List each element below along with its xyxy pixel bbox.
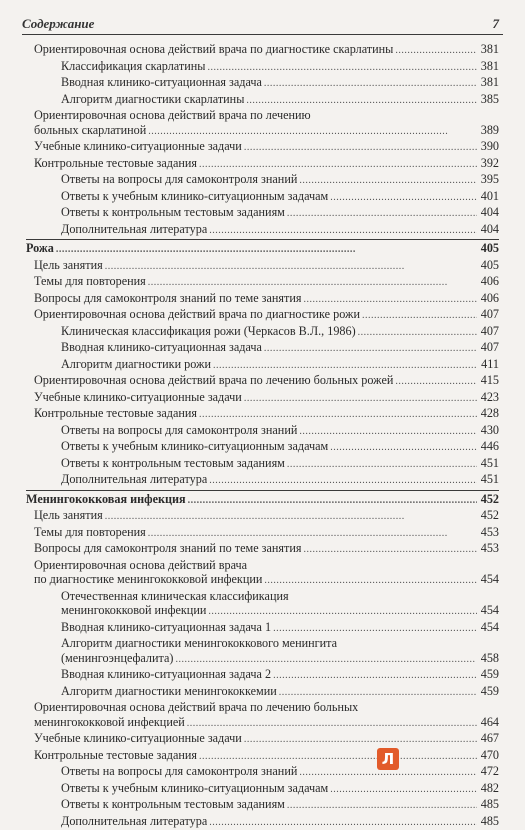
dot-leader bbox=[175, 651, 477, 668]
toc-page-number: 482 bbox=[479, 781, 499, 796]
toc-page-number: 407 bbox=[479, 307, 499, 322]
toc-entry[interactable] bbox=[26, 373, 499, 390]
dot-leader bbox=[188, 492, 477, 509]
dot-leader bbox=[199, 406, 477, 423]
toc-page-number: 405 bbox=[479, 258, 499, 273]
toc-entry[interactable] bbox=[26, 108, 499, 123]
section-divider bbox=[26, 490, 499, 491]
toc-page-number: 381 bbox=[479, 75, 499, 90]
toc-entry[interactable] bbox=[26, 603, 499, 620]
toc-page-number: 389 bbox=[479, 123, 499, 138]
toc-entry[interactable] bbox=[26, 357, 499, 374]
toc-entry[interactable] bbox=[26, 42, 499, 59]
toc-entry-title: Контрольные тестовые задания bbox=[34, 156, 197, 171]
toc-entry[interactable] bbox=[26, 508, 499, 525]
toc-entry[interactable] bbox=[26, 797, 499, 814]
toc-entry[interactable] bbox=[26, 472, 499, 489]
dot-leader bbox=[362, 307, 477, 324]
running-header bbox=[22, 14, 503, 35]
toc-entry-title: Вопросы для самоконтроля знаний по теме занятия bbox=[34, 291, 301, 306]
toc-entry[interactable] bbox=[26, 589, 499, 604]
toc-entry[interactable] bbox=[26, 439, 499, 456]
toc-entry[interactable] bbox=[26, 92, 499, 109]
dot-leader bbox=[199, 156, 477, 173]
dot-leader bbox=[279, 684, 477, 701]
toc-page-number: 404 bbox=[479, 222, 499, 237]
toc-entry-title: Клиническая классификация рожи (Черкасов В.Л., 1986) bbox=[61, 324, 356, 339]
dot-leader bbox=[303, 291, 477, 308]
toc-page-number: 459 bbox=[479, 684, 499, 699]
toc-page-number: 390 bbox=[479, 139, 499, 154]
toc-entry[interactable] bbox=[26, 258, 499, 275]
page-number: 7 bbox=[493, 16, 500, 32]
toc-entry[interactable] bbox=[26, 715, 499, 732]
toc-entry[interactable] bbox=[26, 636, 499, 651]
toc-page-number: 405 bbox=[479, 241, 499, 256]
publisher-logo: Л bbox=[377, 748, 399, 770]
toc-entry[interactable] bbox=[26, 222, 499, 239]
toc-entry[interactable] bbox=[26, 59, 499, 76]
dot-leader bbox=[287, 205, 477, 222]
toc-entry-title: Алгоритм диагностики рожи bbox=[61, 357, 211, 372]
dot-leader bbox=[273, 667, 477, 684]
dot-leader bbox=[264, 75, 477, 92]
toc-page-number: 395 bbox=[479, 172, 499, 187]
toc-entry-title: менингококковой инфекции bbox=[61, 603, 206, 618]
dot-leader bbox=[209, 472, 477, 489]
toc-page-number: 464 bbox=[479, 715, 499, 730]
dot-leader bbox=[213, 357, 477, 374]
toc-page-number: 454 bbox=[479, 572, 499, 587]
dot-leader bbox=[148, 123, 477, 140]
toc-page-number: 470 bbox=[479, 748, 499, 763]
toc-entry-title: Дополнительная литература bbox=[61, 222, 207, 237]
toc-page-number: 446 bbox=[479, 439, 499, 454]
toc-entry-title: Ориентировочная основа действий врача по лечению больных bbox=[34, 700, 358, 715]
toc-entry[interactable] bbox=[26, 748, 499, 765]
dot-leader bbox=[287, 456, 477, 473]
toc-page-number: 415 bbox=[479, 373, 499, 388]
toc-entry-title: (менингоэнцефалита) bbox=[61, 651, 173, 666]
toc-entry[interactable] bbox=[26, 307, 499, 324]
toc-entry-title: менингококковой инфекцией bbox=[34, 715, 185, 730]
toc-entry[interactable] bbox=[26, 620, 499, 637]
toc-entry-title: Классификация скарлатины bbox=[61, 59, 205, 74]
toc-page-number: 485 bbox=[479, 814, 499, 829]
toc-entry-title: Темы для повторения bbox=[34, 525, 146, 540]
toc-entry[interactable] bbox=[26, 139, 499, 156]
toc-entry-title: Ответы к контрольным тестовым заданиям bbox=[61, 205, 285, 220]
toc-entry-title: Вводная клинико-ситуационная задача bbox=[61, 75, 262, 90]
toc-page-number: 452 bbox=[479, 508, 499, 523]
toc-entry-title: больных скарлатиной bbox=[34, 123, 146, 138]
toc-page-number: 406 bbox=[479, 291, 499, 306]
dot-leader bbox=[207, 59, 477, 76]
toc-entry-title: Менингококковая инфекция bbox=[26, 492, 186, 507]
toc-page-number: 452 bbox=[479, 492, 499, 507]
toc-entry-title: Ответы на вопросы для самоконтроля знаний bbox=[61, 172, 297, 187]
toc-entry-title: Вопросы для самоконтроля знаний по теме занятия bbox=[34, 541, 301, 556]
toc-entry-title: Ориентировочная основа действий врача bbox=[34, 558, 247, 573]
dot-leader bbox=[246, 92, 477, 109]
toc-entry-title: Ответы к учебным клинико-ситуационным задачам bbox=[61, 781, 328, 796]
toc-entry-title: Ориентировочная основа действий врача по лечению больных рожей bbox=[34, 373, 393, 388]
dot-leader bbox=[209, 814, 477, 830]
toc-page-number: 454 bbox=[479, 620, 499, 635]
toc-entry[interactable] bbox=[26, 156, 499, 173]
toc-entry[interactable] bbox=[26, 700, 499, 715]
toc-section-heading[interactable] bbox=[26, 241, 499, 258]
dot-leader bbox=[208, 603, 477, 620]
dot-leader bbox=[299, 423, 477, 440]
toc-page-number: 423 bbox=[479, 390, 499, 405]
toc-entry-title: Алгоритм диагностики скарлатины bbox=[61, 92, 244, 107]
toc-section-heading[interactable] bbox=[26, 492, 499, 509]
toc-entry[interactable] bbox=[26, 340, 499, 357]
toc-entry[interactable] bbox=[26, 731, 499, 748]
toc-entry-title: Контрольные тестовые задания bbox=[34, 406, 197, 421]
dot-leader bbox=[105, 258, 477, 275]
section-divider bbox=[26, 239, 499, 240]
toc-entry-title: Дополнительная литература bbox=[61, 814, 207, 829]
toc-page-number: 428 bbox=[479, 406, 499, 421]
toc-entry[interactable] bbox=[26, 423, 499, 440]
toc-page-number: 454 bbox=[479, 603, 499, 618]
dot-leader bbox=[105, 508, 477, 525]
dot-leader bbox=[287, 797, 477, 814]
toc-entry-title: Темы для повторения bbox=[34, 274, 146, 289]
dot-leader bbox=[358, 324, 477, 341]
toc-page-number: 451 bbox=[479, 472, 499, 487]
dot-leader bbox=[56, 241, 477, 258]
toc-page-number: 459 bbox=[479, 667, 499, 682]
toc-entry[interactable] bbox=[26, 541, 499, 558]
toc-entry-title: Учебные клинико-ситуационные задачи bbox=[34, 731, 242, 746]
toc-entry-title: Дополнительная литература bbox=[61, 472, 207, 487]
toc-entry-title: Ответы на вопросы для самоконтроля знаний bbox=[61, 423, 297, 438]
dot-leader bbox=[330, 189, 477, 206]
toc-page-number: 404 bbox=[479, 205, 499, 220]
toc-page-number: 451 bbox=[479, 456, 499, 471]
dot-leader bbox=[264, 340, 477, 357]
toc-entry-title: Вводная клинико-ситуационная задача bbox=[61, 340, 262, 355]
toc-page-number: 381 bbox=[479, 59, 499, 74]
dot-leader bbox=[199, 748, 477, 765]
dot-leader bbox=[187, 715, 477, 732]
toc-entry-title: Ответы на вопросы для самоконтроля знаний bbox=[61, 764, 297, 779]
dot-leader bbox=[209, 222, 477, 239]
toc-entry[interactable] bbox=[26, 651, 499, 668]
toc-entry-title: Учебные клинико-ситуационные задачи bbox=[34, 139, 242, 154]
dot-leader bbox=[395, 373, 477, 390]
toc-entry-title: Ответы к контрольным тестовым заданиям bbox=[61, 797, 285, 812]
toc-page-number: 392 bbox=[479, 156, 499, 171]
toc-entry-title: Рожа bbox=[26, 241, 54, 256]
toc-page-number: 472 bbox=[479, 764, 499, 779]
toc-entry[interactable] bbox=[26, 324, 499, 341]
toc-entry-title: Ориентировочная основа действий врача по диагностике скарлатины bbox=[34, 42, 393, 57]
toc-entry-title: Цель занятия bbox=[34, 258, 103, 273]
toc-entry[interactable] bbox=[26, 764, 499, 781]
toc-entry[interactable] bbox=[26, 75, 499, 92]
toc-entry[interactable] bbox=[26, 572, 499, 589]
toc-page-number: 453 bbox=[479, 525, 499, 540]
toc-entry[interactable] bbox=[26, 291, 499, 308]
toc-entry[interactable] bbox=[26, 781, 499, 798]
toc-page-number: 385 bbox=[479, 92, 499, 107]
toc-page-number: 401 bbox=[479, 189, 499, 204]
header-title: Содержание bbox=[22, 16, 94, 32]
toc-entry-title: Ориентировочная основа действий врача по лечению bbox=[34, 108, 311, 123]
dot-leader bbox=[244, 139, 477, 156]
toc-entry[interactable] bbox=[26, 814, 499, 830]
table-of-contents bbox=[26, 42, 499, 830]
toc-entry-title: Алгоритм диагностики менингококкового менингита bbox=[61, 636, 337, 651]
toc-entry-title: Контрольные тестовые задания bbox=[34, 748, 197, 763]
toc-entry[interactable] bbox=[26, 205, 499, 222]
toc-entry[interactable] bbox=[26, 390, 499, 407]
dot-leader bbox=[303, 541, 477, 558]
toc-entry-title: Ответы к учебным клинико-ситуационным задачам bbox=[61, 439, 328, 454]
dot-leader bbox=[148, 525, 477, 542]
toc-entry[interactable] bbox=[26, 667, 499, 684]
toc-entry[interactable] bbox=[26, 172, 499, 189]
dot-leader bbox=[244, 390, 477, 407]
dot-leader bbox=[244, 731, 477, 748]
toc-page-number: 407 bbox=[479, 340, 499, 355]
toc-entry-title: Отечественная клиническая классификация bbox=[61, 589, 289, 604]
toc-entry-title: Ответы к учебным клинико-ситуационным задачам bbox=[61, 189, 328, 204]
toc-entry-title: Вводная клинико-ситуационная задача 2 bbox=[61, 667, 271, 682]
toc-entry[interactable] bbox=[26, 525, 499, 542]
toc-entry[interactable] bbox=[26, 274, 499, 291]
toc-page-number: 381 bbox=[479, 42, 499, 57]
toc-page-number: 430 bbox=[479, 423, 499, 438]
toc-entry-title: Ответы к контрольным тестовым заданиям bbox=[61, 456, 285, 471]
toc-entry[interactable] bbox=[26, 558, 499, 573]
dot-leader bbox=[330, 781, 477, 798]
toc-page-number: 467 bbox=[479, 731, 499, 746]
toc-page-number: 411 bbox=[479, 357, 499, 372]
toc-entry[interactable] bbox=[26, 189, 499, 206]
toc-entry[interactable] bbox=[26, 456, 499, 473]
dot-leader bbox=[330, 439, 477, 456]
dot-leader bbox=[299, 172, 477, 189]
toc-entry[interactable] bbox=[26, 406, 499, 423]
dot-leader bbox=[273, 620, 477, 637]
dot-leader bbox=[148, 274, 477, 291]
toc-page-number: 406 bbox=[479, 274, 499, 289]
toc-entry[interactable] bbox=[26, 684, 499, 701]
dot-leader bbox=[264, 572, 477, 589]
toc-page-number: 485 bbox=[479, 797, 499, 812]
dot-leader bbox=[395, 42, 477, 59]
toc-entry-title: по диагностике менингококковой инфекции bbox=[34, 572, 262, 587]
toc-entry-title: Вводная клинико-ситуационная задача 1 bbox=[61, 620, 271, 635]
toc-page-number: 458 bbox=[479, 651, 499, 666]
toc-entry-title: Цель занятия bbox=[34, 508, 103, 523]
toc-entry-title: Ориентировочная основа действий врача по диагностике рожи bbox=[34, 307, 360, 322]
toc-entry-title: Алгоритм диагностики менингококкемии bbox=[61, 684, 277, 699]
toc-entry[interactable] bbox=[26, 123, 499, 140]
toc-page-number: 453 bbox=[479, 541, 499, 556]
toc-page-number: 407 bbox=[479, 324, 499, 339]
toc-entry-title: Учебные клинико-ситуационные задачи bbox=[34, 390, 242, 405]
